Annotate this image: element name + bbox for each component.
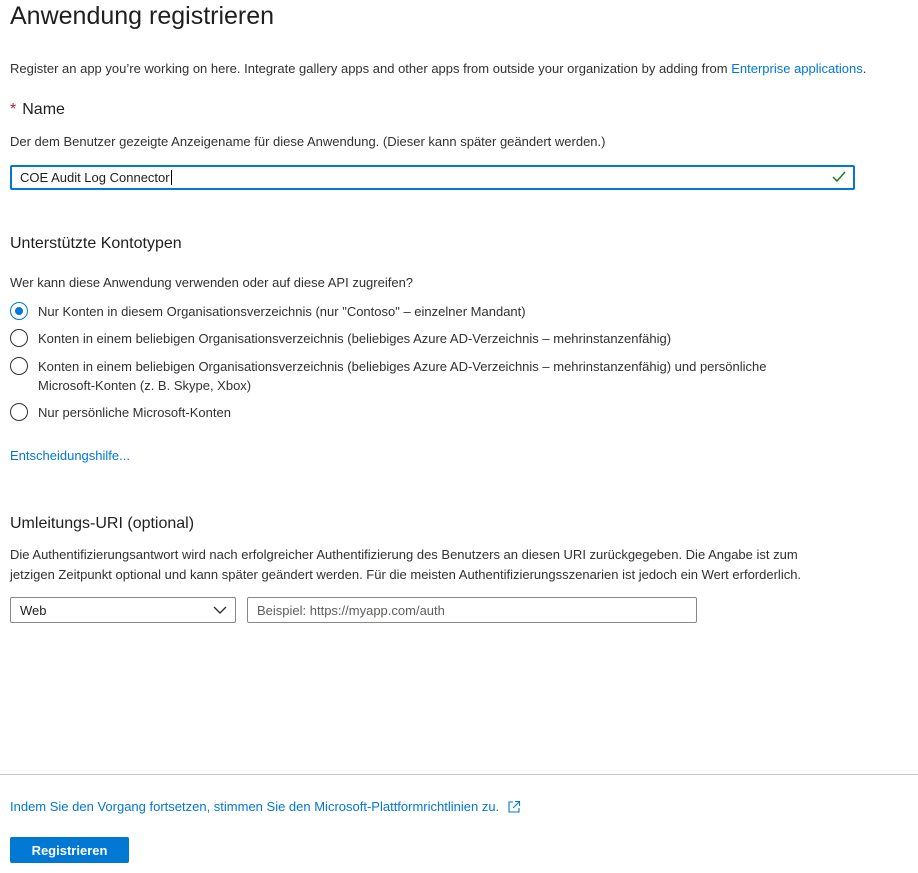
- decision-help-link[interactable]: Entscheidungshilfe...: [10, 448, 130, 463]
- account-type-label: Konten in einem beliebigen Organisationsverzeichnis (beliebiges Azure AD-Verzeichnis – mehrinstanzenfähig) und persönliche Microsoft-Konten (z. B. Skype, Xbox): [38, 359, 767, 393]
- platform-policies-link[interactable]: Indem Sie den Vorgang fortsetzen, stimmen Sie den Microsoft-Plattformrichtlinien zu.: [10, 799, 500, 814]
- radio-button[interactable]: [10, 329, 28, 347]
- account-type-label: Nur Konten in diesem Organisationsverzeichnis (nur "Contoso" – einzelner Mandant): [38, 304, 526, 319]
- name-heading-label: Name: [22, 101, 65, 118]
- account-type-option-multi-tenant-personal[interactable]: [10, 357, 766, 395]
- app-name-value[interactable]: COE Audit Log Connector: [20, 170, 170, 185]
- intro-end: .: [862, 61, 867, 76]
- app-name-input[interactable]: [10, 165, 855, 190]
- redirect-uri-heading: Umleitungs-URI (optional): [10, 515, 195, 532]
- platform-select[interactable]: [10, 597, 236, 623]
- account-type-option-multi-tenant[interactable]: [10, 329, 671, 348]
- text-caret: [171, 170, 172, 185]
- external-link-icon[interactable]: [507, 800, 521, 814]
- checkmark-icon: [831, 170, 847, 184]
- redirect-uri-input[interactable]: [247, 597, 697, 623]
- account-type-label: Konten in einem beliebigen Organisationsverzeichnis (beliebiges Azure AD-Verzeichnis – mehrinstanzenfähig): [38, 331, 672, 346]
- redirect-uri-description: Die Authentifizierungsantwort wird nach erfolgreicher Authentifizierung des Benutzers an diesen URI zurückgegeben. Die Angabe ist zum jetzigen Zeitpunkt optional und kann später geändert werden. Für die meisten Authentifizierungsszenarien ist jedoch ein Wert erforderlich.: [10, 547, 802, 582]
- register-button[interactable]: Registrieren: [10, 837, 129, 863]
- chevron-down-icon: [213, 604, 227, 616]
- account-types-heading: Unterstützte Kontotypen: [10, 235, 182, 252]
- account-type-option-personal[interactable]: [10, 403, 231, 422]
- radio-button-selected[interactable]: [10, 302, 28, 320]
- radio-button[interactable]: [10, 357, 28, 375]
- name-heading: [10, 101, 65, 119]
- intro-text: [10, 61, 866, 76]
- page-title: Anwendung registrieren: [10, 2, 275, 30]
- account-type-label: Nur persönliche Microsoft-Konten: [38, 405, 231, 420]
- required-marker: *: [10, 101, 17, 118]
- account-types-question: Wer kann diese Anwendung verwenden oder auf diese API zugreifen?: [10, 275, 414, 290]
- radio-button[interactable]: [10, 403, 28, 421]
- footer-divider: [0, 774, 918, 775]
- enterprise-applications-link[interactable]: Enterprise applications: [731, 61, 863, 76]
- name-description: Der dem Benutzer gezeigte Anzeigename für diese Anwendung. (Dieser kann später geändert werden.): [10, 134, 606, 149]
- platform-select-value: Web: [20, 603, 47, 618]
- consent-row: [10, 799, 521, 814]
- account-type-option-single-tenant[interactable]: [10, 302, 526, 321]
- intro-description: Register an app you’re working on here. Integrate gallery apps and other apps from outside your organization by adding from: [10, 61, 732, 76]
